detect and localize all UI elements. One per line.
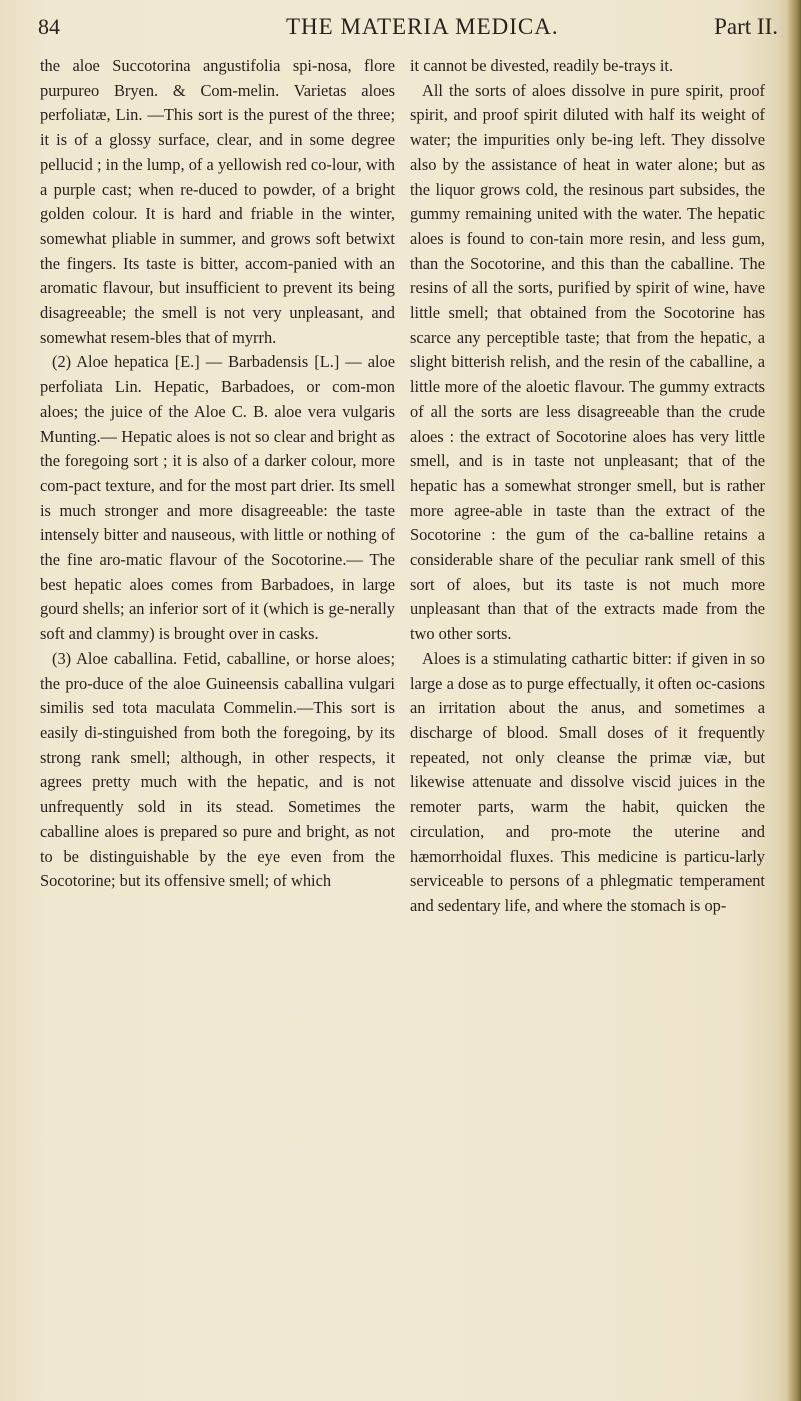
right-column [410,54,765,919]
left-column [40,54,395,894]
paragraph: (2) Aloe hepatica [E.] — Barbadensis [L.] — aloe perfoliata Lin. Hepatic, Barbadoes, or com-mon aloes; the juice of the Aloe C. B. aloe vera vulgaris Munting.— Hepatic aloes is not so clear and bright as the foregoing sort ; it is also of a darker colour, more com-pact texture, and for the most part drier. Its smell is much stronger and more disagreeable: the taste intensely bitter and nauseous, with little or nothing of the fine aro-matic flavour of the Socotorine.— The best hepatic aloes comes from Barbadoes, in large gourd shells; an inferior sort of it (which is ge-nerally soft and clammy) is brought over in casks. [40,352,395,644]
running-title: THE MATERIA MEDICA. [286,14,559,39]
paragraph: the aloe Succotorina angustifolia spi-nosa, flore purpureo Bryen. & Com-melin. Varietas aloes perfoliatæ, Lin. —This sort is the purest of the three; it is of a glossy surface, clear, and in some degree pellucid ; in the lump, of a yellowish red co-lour, with a purple cast; when re-duced to powder, of a bright golden colour. It is hard and friable in the winter, somewhat pliable in summer, and grows soft betwixt the fingers. Its taste is bitter, accom-panied with an aromatic flavour, but insufficient to prevent its being disagreeable; the smell is not very unpleasant, and somewhat resem-bles that of myrrh. [40,56,395,347]
page-edge [787,0,801,1401]
page-number: 84 [38,14,60,39]
part-label: Part II. [714,14,778,39]
paragraph: it cannot be divested, readily be-trays it. [410,56,674,75]
paragraph: All the sorts of aloes dissolve in pure spirit, proof spirit, and proof spirit diluted with half its weight of water; the impurities only be-ing left. They dissolve also by the assistance of heat in water alone; but as the liquor grows cold, the resinous part subsides, the gummy remaining united with the water. The hepatic aloes is found to con-tain more resin, and less gum, than the Socotorine, and this than the caballine. The resins of all the sorts, purified by spirit of wine, have little smell; that obtained from the Socotorine has scarce any perceptible taste; that from the hepatic, a slight bitterish relish, and the resin of the caballine, a little more of the aloetic flavour. The gummy extracts of all the sorts are less disagreeable than the crude aloes : the extract of Socotorine aloes has very little smell, and is in taste not unpleasant; that of the hepatic has a somewhat stronger smell, but is rather more agree-able in taste than the extract of the Socotorine : the gum of the ca-balline retains a considerable share of the peculiar rank smell of this sort of aloes, but its taste is not much more unpleasant than that of the extracts made from the two other sorts. [410,80,765,644]
paragraph: Aloes is a stimulating cathartic bitter: if given in so large a dose as to purge effectually, it often oc-casions an irritation about the anus, and sometimes a discharge of blood. Small doses of it frequently repeated, not only cleanse the primæ viæ, but likewise attenuate and dissolve viscid juices in the remoter parts, warm the habit, quicken the circulation, and pro-mote the uterine and hæmorrhoidal fluxes. This medicine is particu-larly serviceable to persons of a phlegmatic temperament and sedentary life, and where the stomach is op- [410,648,765,915]
page-header [38,10,778,50]
paragraph: (3) Aloe caballina. Fetid, caballine, or horse aloes; the pro-duce of the aloe Guineensis caballina vulgari similis sed tota maculata Commelin.—This sort is easily di-stinguished from both the foregoing, by its strong rank smell; although, in other respects, it agrees pretty much with the hepatic, and is not unfrequently sold in its stead. Sometimes the caballine aloes is prepared so pure and bright, as not to be distinguishable by the eye even from the Socotorine; but its offensive smell; of which [40,648,395,891]
